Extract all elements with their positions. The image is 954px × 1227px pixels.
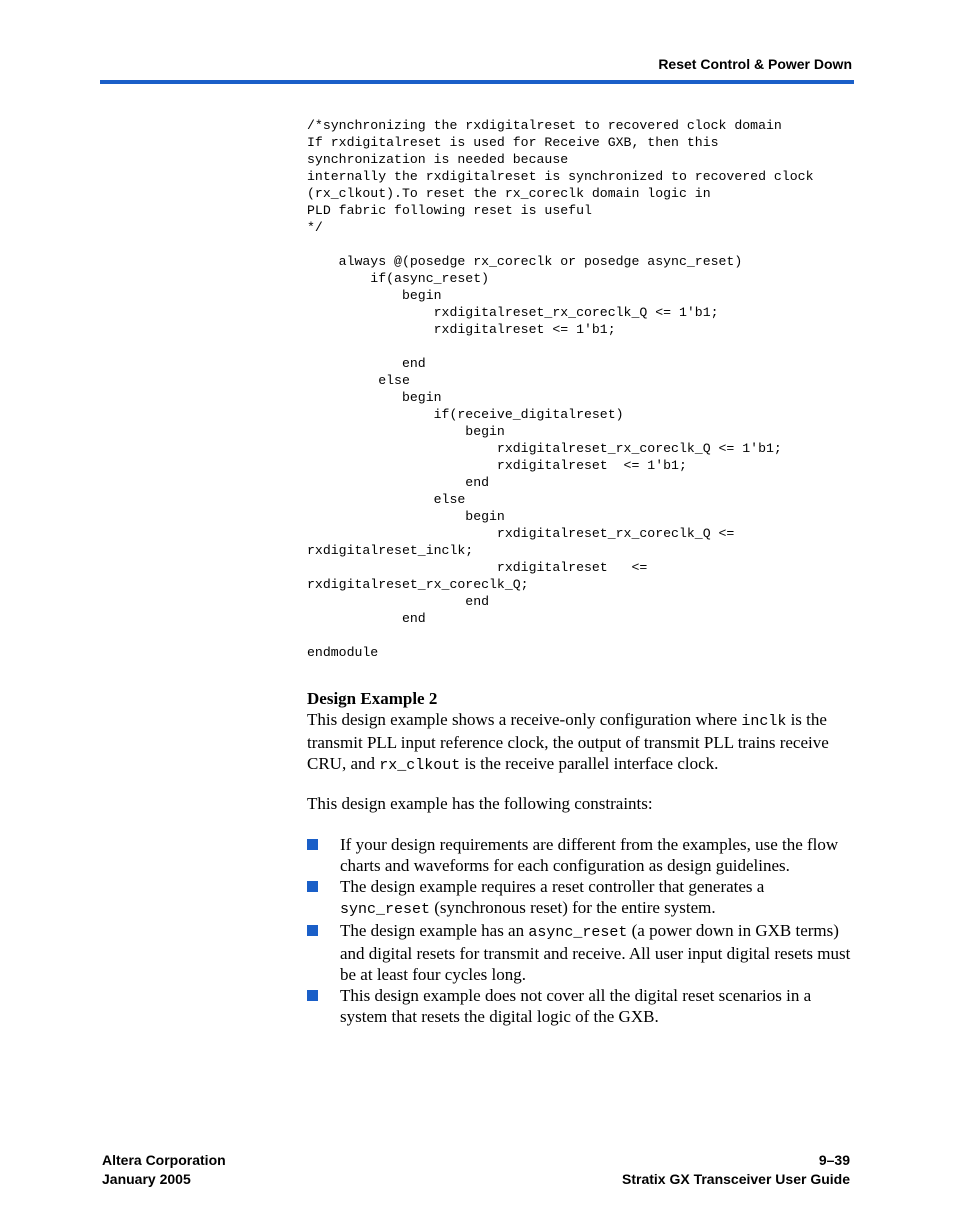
constraints-list — [307, 834, 855, 1027]
footer-right — [622, 1151, 850, 1189]
bullet-text-pre: The design example requires a reset controller that generates a — [340, 877, 765, 896]
intro-text-3: is the receive parallel interface clock. — [460, 754, 719, 773]
intro-paragraph — [307, 709, 855, 776]
header-divider — [100, 80, 854, 84]
list-item — [307, 985, 855, 1027]
bullet-text-post: (a power down in GXB terms) and digital resets for transmit and receive. All user input digital resets must be at least four cycles long. — [340, 921, 851, 984]
list-item — [307, 920, 855, 985]
list-item — [307, 834, 855, 876]
footer-company: Altera Corporation — [102, 1152, 226, 1168]
bullet-text-post: (synchronous reset) for the entire system. — [430, 898, 716, 917]
running-header-title: Reset Control & Power Down — [658, 56, 852, 72]
bullet-square-icon — [307, 990, 318, 1001]
constraints-intro: This design example has the following constraints: — [307, 794, 653, 813]
intro-text-2: is the transmit PLL input reference clock, the output of transmit PLL trains receive CRU, and — [307, 710, 829, 773]
code-async-reset: async_reset — [528, 924, 628, 941]
bullet-square-icon — [307, 881, 318, 892]
footer-left — [102, 1151, 226, 1189]
intro-text-1: This design example shows a receive-only configuration where — [307, 710, 742, 729]
bullet-text: If your design requirements are different from the examples, use the flow charts and waveforms for each configuration as design guidelines. — [340, 835, 839, 875]
bullet-text: This design example does not cover all the digital reset scenarios in a system that resets the digital logic of the GXB. — [340, 986, 812, 1026]
code-rx-clkout: rx_clkout — [379, 757, 461, 774]
bullet-square-icon — [307, 925, 318, 936]
code-sync-reset: sync_reset — [340, 901, 431, 918]
section-heading: Design Example 2 — [307, 689, 438, 708]
list-item — [307, 876, 855, 920]
bullet-square-icon — [307, 839, 318, 850]
footer-date: January 2005 — [102, 1171, 191, 1187]
bullet-text-pre: The design example has an — [340, 921, 529, 940]
verilog-code-block: /*synchronizing the rxdigitalreset to recovered clock domain If rxdigitalreset is used for Receive GXB, then this synchronization is needed because internally the rxdigitalreset is synchronized to recovered clock (rx_clkout).To reset the rx_coreclk domain logic in PLD fabric following reset is useful */ always @(posedge rx_coreclk or posedge async_reset) if(async_reset) begin rxdigitalreset_rx_coreclk_Q <= 1'b1; rxdigitalreset <= 1'b1; end else begin if(receive_digitalreset) begin rxdigitalreset_rx_coreclk_Q <= 1'b1; rxdigitalreset <= 1'b1; end else begin rxdigitalreset_rx_coreclk_Q <= rxdigitalreset_inclk; rxdigitalreset <= rxdigitalreset_rx_coreclk_Q; end end endmodule — [307, 118, 814, 660]
code-inclk: inclk — [741, 713, 787, 730]
page-number: 9–39 — [818, 1152, 850, 1168]
footer-guide-title: Stratix GX Transceiver User Guide — [622, 1171, 850, 1187]
